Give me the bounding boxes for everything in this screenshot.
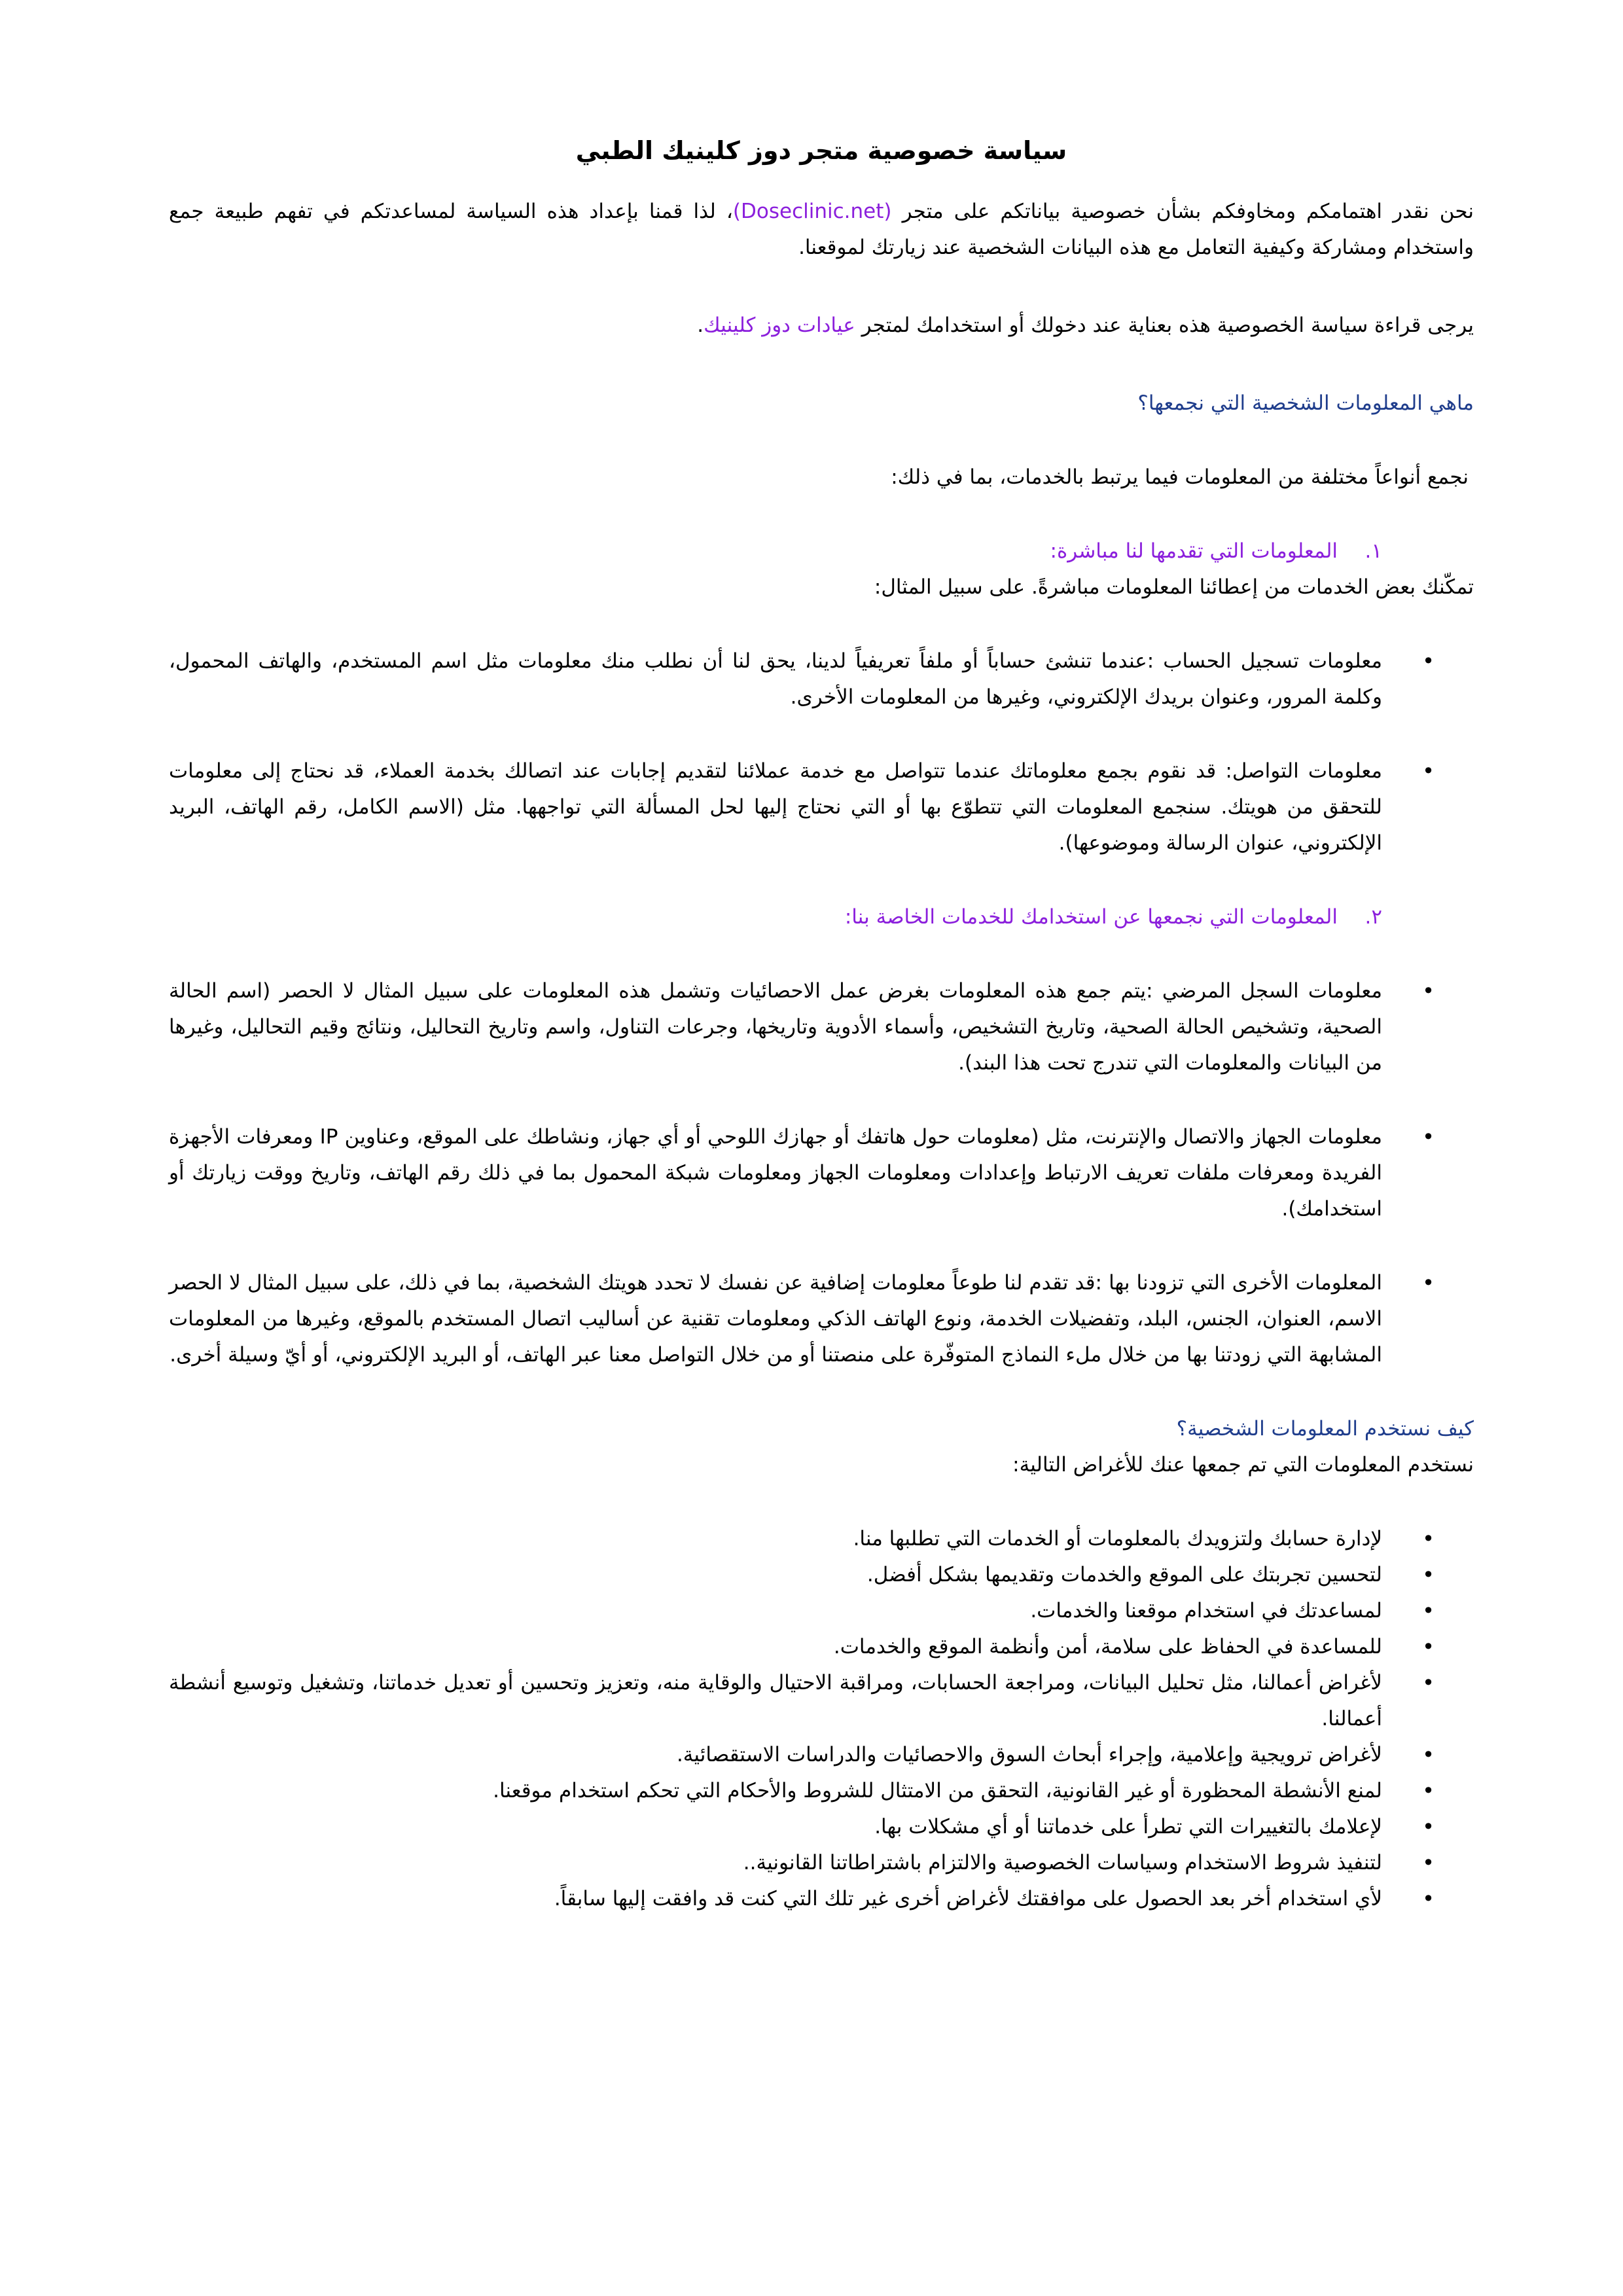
section-heading-usage: كيف نستخدم المعلومات الشخصية؟ (1176, 1417, 1474, 1441)
subsection-lead: تمكّنك بعض الخدمات من إعطائنا المعلومات مباشرةً. على سبيل المثال: (874, 575, 1474, 599)
list-item: • لإعلامك بالتغييرات التي تطرأ على خدماتنا أو أي مشكلات بها. (169, 1809, 1474, 1845)
list-item: • لمنع الأنشطة المحظورة أو غير القانونية، التحقق من الامتثال للشروط والأحكام التي تحكم استخدام موقعنا. (169, 1773, 1474, 1809)
list-item: • معلومات تسجيل الحساب :عندما تنشئ حساباً أو ملفاً تعريفياً لدينا، يحق لنا أن نطلب منك معلومات مثل اسم المستخدم، والهاتف المحمول، وكلمة المرور، وعنوان بريدك الإلكتروني، وغيرها من المعلومات الأخرى. (169, 643, 1474, 715)
list-item: • لأي استخدام أخر بعد الحصول على موافقتك لأغراض أخرى غير تلك التي كنت قد وافقت إليها سابقاً. (169, 1881, 1474, 1917)
purposes-list (169, 1521, 1474, 1917)
section-heading-collected-info: ماهي المعلومات الشخصية التي نجمعها؟ (1137, 391, 1474, 415)
subsection-number: ١. (1364, 539, 1382, 563)
subsection-number: ٢. (1364, 905, 1382, 929)
intro-text-start: نحن نقدر اهتمامكم ومخاوفكم بشأن خصوصية بياناتكم على متجر (891, 200, 1474, 223)
subsection-heading (169, 533, 1474, 569)
list-item: • المعلومات الأخرى التي تزودنا بها :قد تقدم لنا طوعاً معلومات إضافية عن نفسك لا تحدد هويتك الشخصية، بما في ذلك، على سبيل المثال لا الحصر الاسم، العنوان، الجنس، البلد، وتفضيلات الخدمة، ونوع الهاتف الذكي ومعلومات تقنية عن أساليب اتصال المستخدم بالموقع، وغيرها من المعلومات المشابهة التي زودتنا بها من خلال ملء النماذج المتوفّرة على منصتنا أو من خلال التواصل معنا عبر الهاتف، أو البريد الإلكتروني، أو أيّ وسيلة أخرى. (169, 1265, 1474, 1373)
list-item: • معلومات السجل المرضي :يتم جمع هذه المعلومات بغرض عمل الاحصائيات وتشمل هذه المعلومات على سبيل المثال لا الحصر (اسم الحالة الصحية، وتشخيص الحالة الصحية، وتاريخ التشخيص، وأسماء الأدوية وتاريخها، وجرعات التناول، واسم وتاريخ التحاليل، ونتائج وقيم التحاليل، وغيرها من البيانات والمعلومات التي تندرج تحت هذا البند). (169, 973, 1474, 1081)
subsection-title: المعلومات التي نجمعها عن استخدامك للخدمات الخاصة بنا: (844, 905, 1338, 929)
list-item: • لإدارة حسابك ولتزويدك بالمعلومات أو الخدمات التي تطلبها منا. (169, 1521, 1474, 1557)
usage-info-list (169, 973, 1474, 1373)
list-item: • لأغراض ترويجية وإعلامية، وإجراء أبحاث السوق والاحصائيات والدراسات الاستقصائية. (169, 1737, 1474, 1773)
list-item: • للمساعدة في الحفاظ على سلامة، أمن وأنظمة الموقع والخدمات. (169, 1629, 1474, 1665)
notice-text: يرجى قراءة سياسة الخصوصية هذه بعناية عند دخولك أو استخدامك لمتجر (855, 314, 1474, 337)
subsection-title: المعلومات التي تقدمها لنا مباشرة: (1050, 539, 1338, 563)
subsection-heading (169, 899, 1474, 935)
list-item: • لتحسين تجربتك على الموقع والخدمات وتقديمها بشكل أفضل. (169, 1557, 1474, 1593)
reading-notice (169, 308, 1474, 344)
direct-info-list (169, 643, 1474, 861)
list-item: • معلومات التواصل: قد نقوم بجمع معلوماتك عندما تتواصل مع خدمة عملائنا لتقديم إجابات عند اتصالك بخدمة العملاء، قد نحتاج إلى معلومات للتحقق من هويتك. سنجمع المعلومات التي تتطوّع بها أو التي نحتاج إليها لحل المسألة التي تواجهها. مثل (الاسم الكامل، رقم الهاتف، البريد الإلكتروني، عنوان الرسالة وموضوعها). (169, 753, 1474, 861)
list-item: • لمساعدتك في استخدام موقعنا والخدمات. (169, 1593, 1474, 1629)
section-lead: نستخدم المعلومات التي تم جمعها عنك للأغراض التالية: (1012, 1453, 1474, 1477)
list-item: • لأغراض أعمالنا، مثل تحليل البيانات، ومراجعة الحسابات، ومراقبة الاحتيال والوقاية منه، وتعزيز وتحسين أو تعديل خدماتنا، وتشغيل وتوسيع أنشطة أعمالنا. (169, 1665, 1474, 1737)
list-item: • معلومات الجهاز والاتصال والإنترنت، مثل (معلومات حول هاتفك أو جهازك اللوحي أو أي جهاز، ونشاطك على الموقع، وعناوين IP ومعرفات الأجهزة الفريدة ومعرفات ملفات تعريف الارتباط وإعدادات ومعلومات الجهاز ومعلومات شبكة المحمول بما في ذلك رقم الهاتف، وتاريخ ووقت زيارتك أو استخدامك). (169, 1119, 1474, 1227)
list-item: • لتنفيذ شروط الاستخدام وسياسات الخصوصية والالتزام باشتراطاتنا القانونية.. (169, 1845, 1474, 1881)
section-lead: نجمع أنواعاً مختلفة من المعلومات فيما يرتبط بالخدمات، بما في ذلك: (891, 465, 1469, 489)
intro-paragraph (169, 194, 1474, 266)
intro-text-end: ، لذا قمنا بإعداد هذه السياسة لمساعدتكم في تفهم طبيعة جمع واستخدام ومشاركة وكيفية التعامل مع هذه البيانات الشخصية عند زيارتك لموقعنا. (169, 200, 1474, 259)
store-link[interactable]: عيادات دوز كلينيك (704, 314, 855, 337)
page-title: سياسة خصوصية متجر دوز كلينيك الطبي (575, 136, 1067, 165)
notice-period: . (697, 314, 704, 337)
site-link[interactable]: (Doseclinic.net) (732, 200, 892, 223)
